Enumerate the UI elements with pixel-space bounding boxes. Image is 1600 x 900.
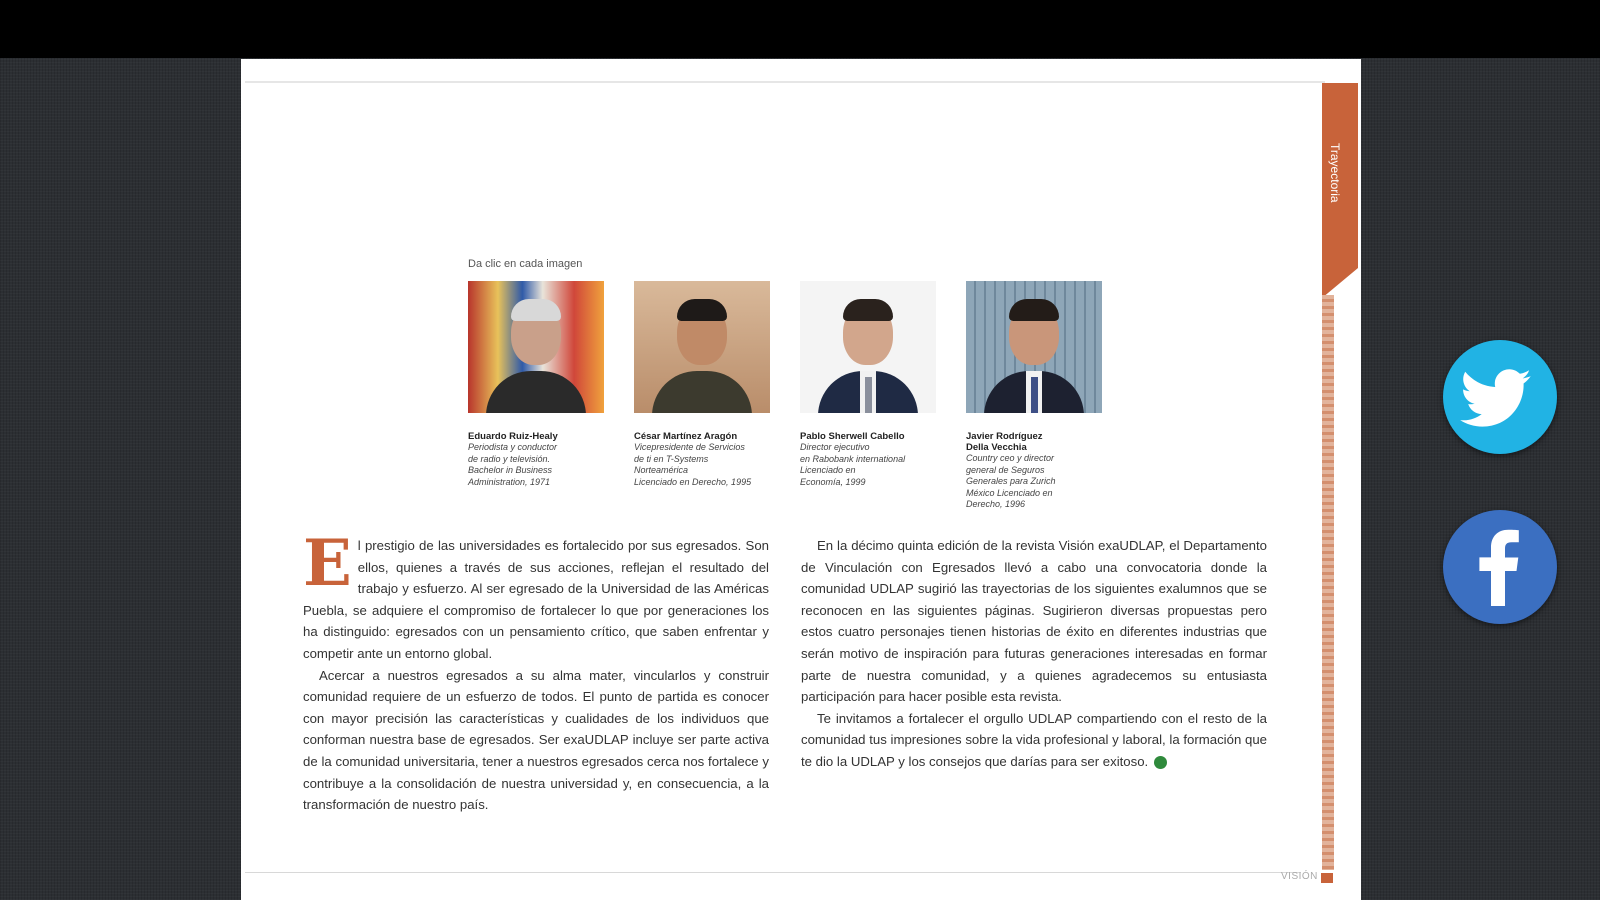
- click-hint: Da clic en cada imagen: [468, 258, 583, 270]
- footer-label: VISIÓN: [1281, 871, 1318, 882]
- profile-name: Pablo Sherwell Cabello: [800, 431, 905, 442]
- profile-description: Director ejecutivo en Rabobank international Licenciado en Economía, 1999: [800, 442, 906, 487]
- article-paragraph: Te invitamos a fortalecer el orgullo UDLAP compartiendo con el resto de la comunidad tus impresiones sobre la vida profesional y laboral, la formación que te dio la UDLAP y los consejos que darías para ser exitoso. ✓: [801, 710, 1267, 769]
- drop-cap: E: [303, 526, 352, 601]
- article-paragraph: Acercar a nuestros egresados a su alma mater, vincularlos y construir comunidad requiere de un esfuerzo de todos. El punto de partida es conocer con mayor precisión las características y cualidades de los individuos que conforman nuestra base de egresados. Ser exaUDLAP incluye ser parte activa de la comunidad universitaria, tener a nuestros egresados cerca nos fortalece y contribuye a la consolidación de nuestra universidad y, en consecuencia, a la transformación de nuestro país.: [303, 667, 769, 813]
- profile-name: César Martínez Aragón: [634, 431, 738, 442]
- profile-photo[interactable]: [634, 281, 770, 413]
- profile-photo[interactable]: [468, 281, 604, 413]
- facebook-share-button[interactable]: [1443, 510, 1557, 624]
- article-paragraph: El prestigio de las universidades es fortalecido por sus egresados. Son ellos, quienes a través de sus acciones, reflejan el resultado del trabajo y esfuerzo. Al ser egresado de la Universidad de las Américas Puebla, se adquiere el compromiso de fortalecer lo que por generaciones los ha distinguido: egresados con un pensamiento crítico, que saben enfrentar y competir ante un entorno global.: [303, 526, 769, 661]
- profile-name: Javier Rodríguez Della Vecchia: [966, 431, 1043, 453]
- section-tab: [1322, 83, 1358, 268]
- section-tab-wedge: [1322, 268, 1358, 298]
- twitter-bird-icon: [1443, 340, 1557, 454]
- magazine-page: [241, 59, 1361, 900]
- bottom-rule: [245, 872, 1301, 873]
- profile-photo[interactable]: [800, 281, 936, 413]
- profile-name: Eduardo Ruiz-Healy: [468, 431, 558, 442]
- profile-card-martinez-aragon[interactable]: [634, 281, 770, 488]
- facebook-f-icon: [1443, 510, 1557, 624]
- profile-card-ruiz-healy[interactable]: [468, 281, 604, 488]
- profile-description: Country ceo y director general de Seguros Generales para Zurich México Licenciado en Derecho, 1996: [966, 453, 1056, 509]
- footer-accent: [1321, 873, 1333, 883]
- article-column-1: [303, 526, 769, 816]
- profile-description: Vicepresidente de Servicios de ti en T-Systems Norteamérica Licenciado en Derecho, 1995: [634, 442, 752, 487]
- twitter-share-button[interactable]: [1443, 340, 1557, 454]
- section-tab-label: Trayectoria: [1328, 143, 1342, 203]
- page-edge-strip: [1322, 295, 1334, 870]
- profile-photo[interactable]: [966, 281, 1102, 413]
- top-rule: [245, 81, 1325, 83]
- article-column-2: [801, 535, 1267, 773]
- profile-card-rodriguez-della-vecchia[interactable]: [966, 281, 1102, 511]
- article-paragraph: En la décimo quinta edición de la revista Visión exaUDLAP, el Departamento de Vinculación con Egresados llevó a cabo una convocatoria donde la comunidad UDLAP sugirió las trayectorias de los siguientes exalumnos que se reconocen en las siguientes páginas. Sugirieron diversas propuestas pero estos cuatro personajes tienen historias de éxito en diferentes industrias que serán motivo de inspiración para futuras generaciones interesadas en formar parte de nuestra comunidad, y a quienes agradecemos su entusiasta participación para hacer posible esta revista.: [801, 538, 1267, 705]
- end-of-article-icon: ✓: [1154, 756, 1167, 769]
- profile-card-sherwell-cabello[interactable]: [800, 281, 936, 488]
- profile-description: Periodista y conductor de radio y televisión. Bachelor in Business Administration, 1971: [468, 442, 558, 487]
